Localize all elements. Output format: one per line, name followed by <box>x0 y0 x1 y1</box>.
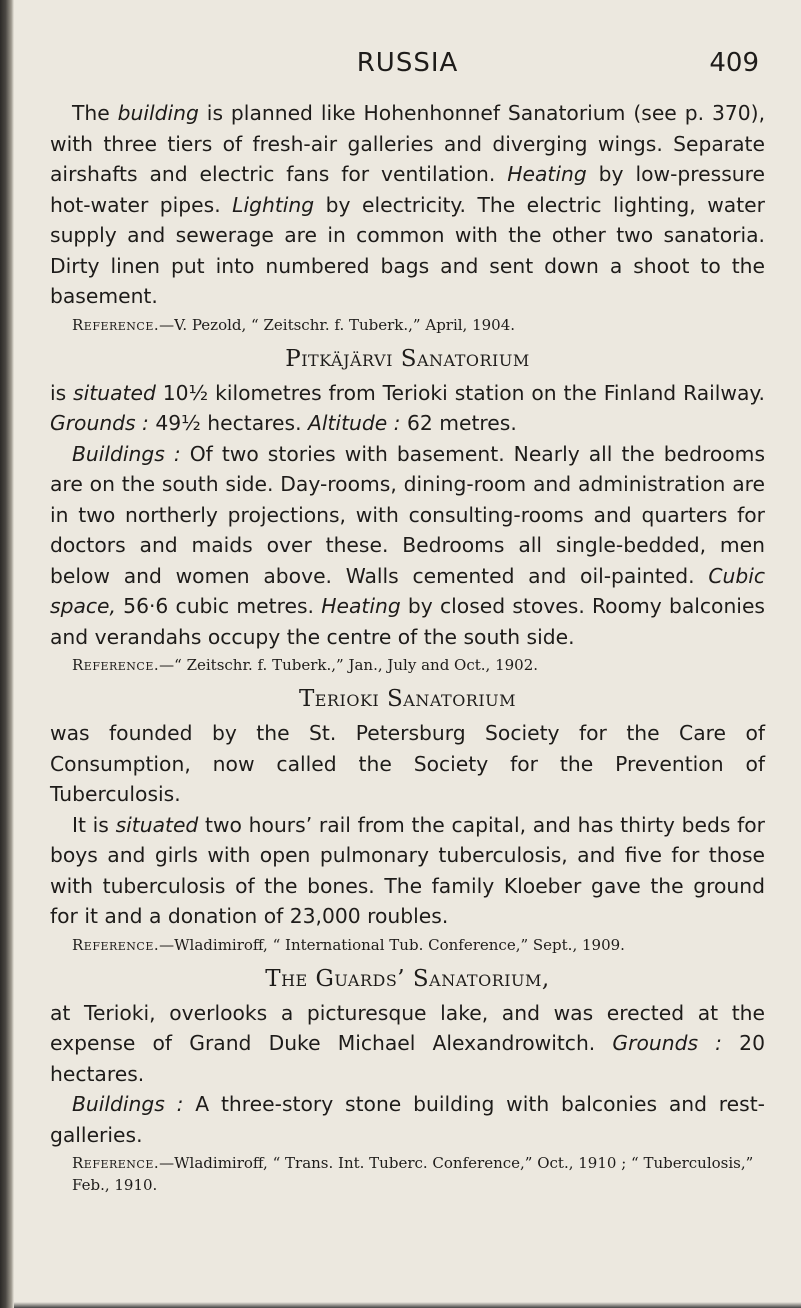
body-paragraph: Buildings : A three-story stone building with balconies and rest-galleries. <box>50 1092 765 1147</box>
reference-note: Reference.—Wladimiroff, “ Trans. Int. Tuberc. Conference,” Oct., 1910 ; “ Tuberculosis,” Feb., 1910. <box>72 1154 754 1194</box>
section-heading: Pitkäjärvi Sanatorium <box>285 345 530 372</box>
italic-term: building <box>117 101 199 125</box>
reference-note: Reference.—“ Zeitschr. f. Tuberk.,” Jan., July and Oct., 1902. <box>72 656 539 674</box>
reference-label: Reference. <box>72 656 160 674</box>
reference-label: Reference. <box>72 935 160 954</box>
page-body <box>50 98 765 1204</box>
body-paragraph: It is situated two hours’ rail from the capital, and has thirty beds for boys and girls with open pulmonary tuberculosis, and five for those with tuberculosis of the bones. The family Kloeber gave the ground for it and a donation of 23,000 roubles. <box>50 812 765 928</box>
page-bottom-edge <box>14 1302 801 1308</box>
section <box>50 98 765 336</box>
italic-term: Altitude : <box>307 411 401 435</box>
section <box>50 684 765 956</box>
section-heading: The Guards’ Sanatorium, <box>265 965 550 992</box>
section <box>50 964 765 1197</box>
reference-note: Reference.—V. Pezold, “ Zeitschr. f. Tuberk.,” April, 1904. <box>72 315 516 334</box>
italic-term: Heating <box>507 162 587 186</box>
section-heading: Terioki Sanatorium <box>298 686 517 712</box>
italic-term: Heating <box>321 594 401 618</box>
italic-term: Buildings : <box>72 1092 184 1116</box>
italic-term: Cubic space, <box>50 563 765 618</box>
running-head: RUSSIA <box>356 48 459 78</box>
body-paragraph: was founded by the St. Petersburg Society for the Care of Consumption, now called the Society for the Prevention of Tuberculosis. <box>50 721 765 806</box>
page-number: 409 <box>709 48 759 78</box>
reference-note: Reference.—Wladimiroff, “ International Tub. Conference,” Sept., 1909. <box>72 935 625 954</box>
italic-term: Grounds : <box>50 411 149 435</box>
section <box>50 344 765 677</box>
italic-term: Buildings : <box>72 441 181 466</box>
body-paragraph: Buildings : Of two stories with basement. Nearly all the bedrooms are on the south side. Day-rooms, dining-room and administration are in two northerly projections, with consulting-rooms and quarters for doctors and maids over these. Bedrooms all single-bedded, men below and women above. Walls cemented and oil-painted. Cubic space, 56·6 cubic metres. Heating by closed stoves. Roomy balconies and verandahs occupy the centre of the south side. <box>50 441 766 649</box>
page-header <box>14 48 801 88</box>
italic-term: Grounds : <box>612 1031 723 1055</box>
italic-term: Lighting <box>232 192 315 217</box>
body-paragraph: is situated 10½ kilometres from Terioki station on the Finland Railway. Grounds : 49½ hectares. Altitude : 62 metres. <box>50 380 765 435</box>
body-paragraph: at Terioki, overlooks a picturesque lake, and was erected at the expense of Grand Duke Michael Alexandrowitch. Grounds : 20 hectares. <box>50 1000 765 1086</box>
reference-label: Reference. <box>72 1154 160 1172</box>
italic-term: situated <box>115 812 199 837</box>
book-page <box>14 0 801 1308</box>
book-binding-edge <box>0 0 14 1308</box>
italic-term: situated <box>73 380 156 405</box>
reference-label: Reference. <box>72 315 160 334</box>
body-paragraph: The building is planned like Hohenhonnef Sanatorium (see p. 370), with three tiers of fresh-air galleries and diverging wings. Separate airshafts and electric fans for ventilation. Heating by low-pressure hot-water pipes. Lighting by electricity. The electric lighting, water supply and sewerage are in common with the other two sanatoria. Dirty linen put into numbered bags and sent down a shoot to the basement. <box>50 101 766 308</box>
